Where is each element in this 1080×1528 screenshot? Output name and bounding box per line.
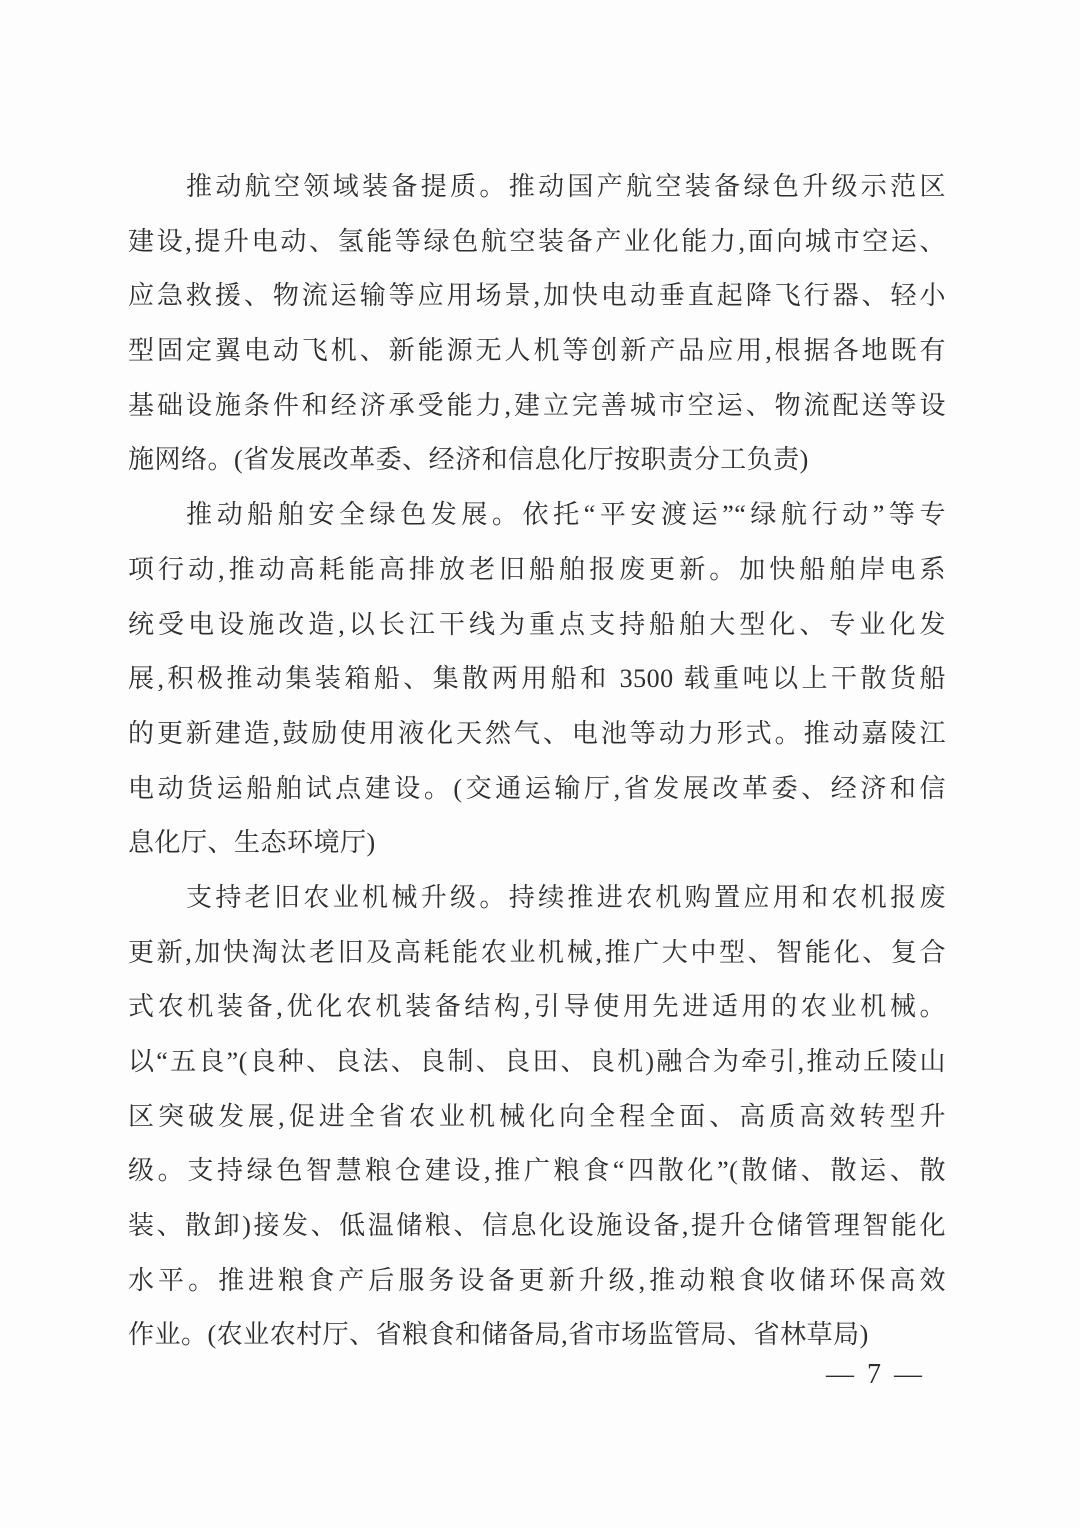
text-line: 作业。(农业农村厅、省粮食和储备局,省市场监管局、省林草局) bbox=[128, 1320, 869, 1350]
document-body bbox=[128, 160, 946, 1363]
text-line: 展,积极推动集装箱船、集散两用船和 3500 载重吨以上干散货船 bbox=[128, 664, 946, 694]
text-line: 装、散卸)接发、低温储粮、信息化设施设备,提升仓储管理智能化 bbox=[128, 1211, 946, 1241]
paragraph bbox=[128, 488, 946, 871]
text-line: 的更新建造,鼓励使用液化天然气、电池等动力形式。推动嘉陵江 bbox=[128, 718, 946, 748]
text-line: 基础设施条件和经济承受能力,建立完善城市空运、物流配送等设 bbox=[128, 390, 946, 420]
text-line: 式农机装备,优化农机装备结构,引导使用先进适用的农业机械。 bbox=[128, 992, 946, 1022]
text-line: 级。支持绿色智慧粮仓建设,推广粮食“四散化”(散储、散运、散 bbox=[128, 1156, 946, 1186]
text-line: 电动货运船舶试点建设。(交通运输厅,省发展改革委、经济和信 bbox=[128, 773, 946, 803]
text-line: 项行动,推动高耗能高排放老旧船舶报废更新。加快船舶岸电系 bbox=[128, 554, 946, 584]
paragraph bbox=[128, 871, 946, 1363]
text-line: 施网络。(省发展改革委、经济和信息化厅按职责分工负责) bbox=[128, 445, 809, 475]
text-line: 区突破发展,促进全省农业机械化向全程全面、高质高效转型升 bbox=[128, 1101, 946, 1131]
text-line: 型固定翼电动飞机、新能源无人机等创新产品应用,根据各地既有 bbox=[128, 336, 946, 366]
text-line: 推动船舶安全绿色发展。依托“平安渡运”“绿航行动”等专 bbox=[186, 500, 946, 530]
text-line: 应急救援、物流运输等应用场景,加快电动垂直起降飞行器、轻小 bbox=[128, 281, 946, 311]
text-line: 支持老旧农业机械升级。持续推进农机购置应用和农机报废 bbox=[186, 882, 946, 912]
text-line: 以“五良”(良种、良法、良制、良田、良机)融合为牵引,推动丘陵山 bbox=[128, 1047, 946, 1076]
text-line: 统受电设施改造,以长江干线为重点支持船舶大型化、专业化发 bbox=[128, 609, 946, 639]
text-line: 息化厅、生态环境厅) bbox=[128, 828, 376, 858]
text-line: 建设,提升电动、氢能等绿色航空装备产业化能力,面向城市空运、 bbox=[128, 226, 946, 256]
page-number: — 7 — bbox=[826, 1359, 925, 1390]
text-line: 水平。推进粮食产后服务设备更新升级,推动粮食收储环保高效 bbox=[128, 1265, 946, 1295]
paragraph bbox=[128, 160, 946, 488]
text-line: 推动航空领域装备提质。推动国产航空装备绿色升级示范区 bbox=[186, 172, 946, 201]
text-line: 更新,加快淘汰老旧及高耗能农业机械,推广大中型、智能化、复合 bbox=[128, 937, 946, 967]
